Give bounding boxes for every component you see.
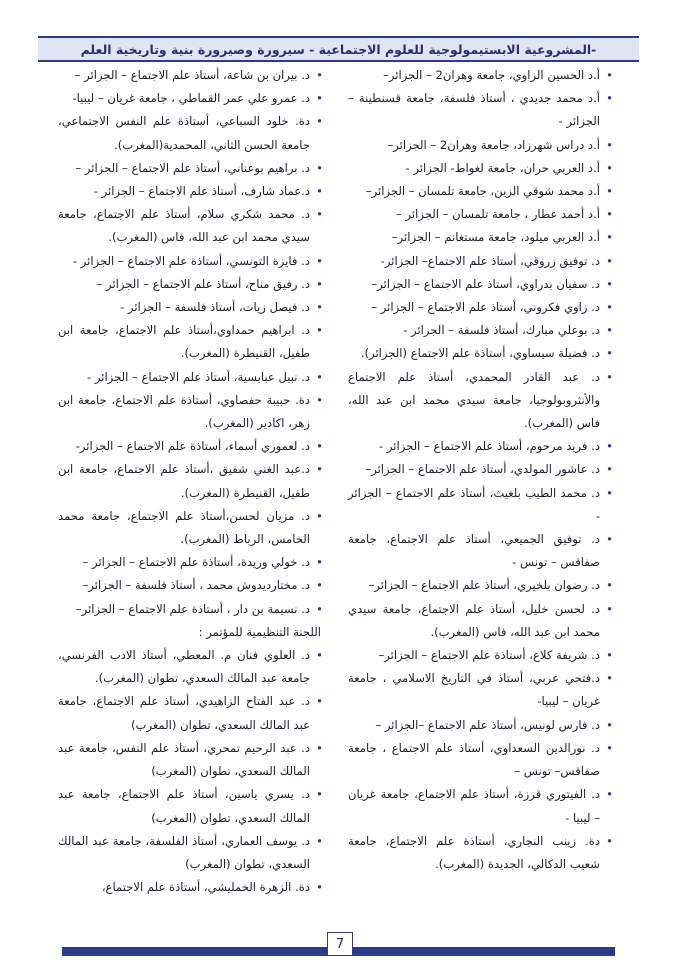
list-item: • د. نسيمة بن دار ، أستاذة علم الاجتماع – الجزائر–	[58, 598, 325, 621]
page-header-title: -المشروعية الابستيمولوجية للعلوم الاجتماعية - سيرورة وصيرورة بنية وتاريخية العلم	[80, 41, 597, 57]
list-item: • د. عبد الفتاح الزاهيدي، أستاذ علم الاجتماع، جامعة عبد المالك السعدي، تطوان (المغرب)	[58, 690, 325, 736]
list-item: • د. فايزة التونسي، أستاذة علم الاجتماع – الجزائر -	[58, 250, 325, 273]
list-item: • دة. خلود السباعي، أستاذة علم النفس الاجتماعي، جامعة الحسن الثاني، المحمدية(المغرب).	[58, 110, 325, 156]
list-item: • د. لعموري أسماء، أستاذة علم الاجتماع – الجزائر-	[58, 435, 325, 458]
list-item: • أ.د محمد شوقي الزين، جامعة تلمسان – الجزائر–	[348, 180, 615, 203]
list-item: • د. عاشور المولدي، أستاذ علم الاجتماع – الجزائر–	[348, 458, 615, 481]
right-column	[348, 64, 615, 904]
page-header	[38, 36, 639, 62]
list-item: • د. سفيان بدراوي، أستاذ علم الاجتماع – الجزائر–	[348, 273, 615, 296]
list-item: • د. فريد مرحوم، أستاذ علم الاجتماع – الجزائر -	[348, 435, 615, 458]
list-item: • أ.د العربي حران، جامعة لغواط- الجزائر -	[348, 157, 615, 180]
list-item: • د. فضيلة سيساوي، أستاذة علم الاجتماع (الجزائر).	[348, 342, 615, 365]
list-item: • د. رفيق مناح، أستاذ علم الاجتماع – الجزائر –	[58, 273, 325, 296]
list-item: • د.عماد شارف، أستاذ علم الاجتماع – الجزائر -	[58, 180, 325, 203]
list-item: • د. الفيتوري قرزة، أستاذ علم الاجتماع، جامعة غريان – ليبيا -	[348, 783, 615, 829]
list-item: • د. بيران بن شاعة، أستاذ علم الاجتماع – الجزائر –	[58, 64, 325, 87]
section-heading: اللجنة التنظيمية للمؤتمر :	[198, 624, 321, 639]
list-item: • د. خولي وريدة، أستاذة علم الاجتماع – الجزائر –	[58, 551, 325, 574]
list-item: • د. فيصل زيات، أستاذ فلسفة – الجزائر -	[58, 296, 325, 319]
list-item: • د. عمرو علي عمر القماطي ، جامعة غريان – ليبيا-	[58, 87, 325, 110]
list-item: • أ.د محمد جديدي ، أستاذ فلسفة، جامعة قسنطينة – الجزائر -	[348, 87, 615, 133]
list-item: • د. نورالدين السعداوي، أستاذ علم الاجتماع ، جامعة صفاقس– تونس –	[348, 737, 615, 783]
list-item: • دة. حبيبة حفصاوي، أستاذة علم الاجتماع، جامعة ابن زهر، اكادير (المغرب).	[58, 389, 325, 435]
list-item: • د. محمد الطيب بلغيث، أستاذ علم الاجتماع – الجزائر -	[348, 482, 615, 528]
list-item: • د. عبد الرحيم تمحري، أستاذ علم النفس، جامعة عبد المالك السعدي، تطوان (المغرب)	[58, 737, 325, 783]
list-item: • د. شريفة كلاع، أستاذة علم الاجتماع – الجزائر–	[348, 644, 615, 667]
list-item: • دة. الزهرة الخمليشي، أستاذة علم الاجتماع،	[58, 876, 325, 899]
list-item: • د. بوعلي مبارك، أستاذ فلسفة – الجزائر -	[348, 319, 615, 342]
list-item: • د.عبد الغني شفيق ،أستاذ علم الاجتماع، جامعة ابن طفيل، القنيطرة (المغرب).	[58, 458, 325, 504]
list-item: • د. العلوي فنان م. المعطي، أستاذ الادب الفرنسي، جامعة عبد المالك السعدي، تطوان (المغرب).	[58, 644, 325, 690]
list-item: • د. عبد القادر المحمدي، أستاذ علم الاجتماع والأنثروبولوجيا، جامعة سيدي محمد ابن عبد الله، فاس (المغرب).	[348, 366, 615, 436]
list-item: • د. يسري ياسين، أستاذ علم الاجتماع، جامعة عبد المالك السعدي، تطوان (المغرب)	[58, 783, 325, 829]
list-item: • د. براهيم بوعناني، أستاذ علم الاجتماع – الجزائر –	[58, 157, 325, 180]
list-item: • د. رضوان بلخيري، أستاذ علم الاجتماع – الجزائر–	[348, 574, 615, 597]
list-item: • دة. زينب النجاري، أستاذة علم الاجتماع، جامعة شعيب الدكالي، الجديدة (المغرب).	[348, 830, 615, 876]
list-item: • أ.د أحمد عطار ، جامعة تلمسان – الجزائر –	[348, 203, 615, 226]
list-item: • د. محمد شكري سلام، أستاذ علم الاجتماع، جامعة سيدي محمد ابن عبد الله، فاس (المغرب).	[58, 203, 325, 249]
list-item: • د. مزيان لحسن،أستاذ علم الاجتماع، جامعة محمد الخامس، الرباط (المغرب).	[58, 505, 325, 551]
list-item: • أ.د العربي ميلود، جامعة مستغانم – الجزائر–	[348, 226, 615, 249]
list-item: • د. يوسف العماري، أستاذ الفلسفة، جامعة عبد المالك السعدي، تطوان (المغرب)	[58, 830, 325, 876]
list-item: • د. ابراهيم حمداوي،أستاذ علم الاجتماع، جامعة ابن طفيل، القنيطرة (المغرب).	[58, 319, 325, 365]
list-item: • د. زاوي فكروني، أستاذ علم الاجتماع – الجزائر –	[348, 296, 615, 319]
list-item: • أ.د دراس شهرزاد، جامعة وهران2 – الجزائر–	[348, 134, 615, 157]
list-item: • د. لحسن خليل، أستاذ علم الاجتماع، جامعة سيدي محمد ابن عبد الله، فاس (المغرب).	[348, 598, 615, 644]
body-columns	[58, 64, 615, 904]
list-item: • د.فتحي عربي، أستاذ في التاريخ الاسلامي ، جامعة غريان – ليبيا-	[348, 667, 615, 713]
list-item: • د. توفيق زروقي، أستاذ علم الاجتماع– الجزائر-	[348, 250, 615, 273]
page-number: 7	[327, 932, 353, 956]
list-item: • د. فارس لونيس، أستاذ علم الاجتماع –الجزائر –	[348, 714, 615, 737]
list-item: • أ.د الحسين الزاوي، جامعة وهران2 – الجزائر–	[348, 64, 615, 87]
list-item: • د. توفيق الجميعي، أستاذ علم الاجتماع، جامعة صفاقس – تونس -	[348, 528, 615, 574]
list-item: • د. نبيل عبابسية، أستاذ علم الاجتماع – الجزائر -	[58, 366, 325, 389]
list-item: • د. مختارديدوش محمد ، أستاذ فلسفة – الجزائر–	[58, 574, 325, 597]
left-column	[58, 64, 325, 904]
